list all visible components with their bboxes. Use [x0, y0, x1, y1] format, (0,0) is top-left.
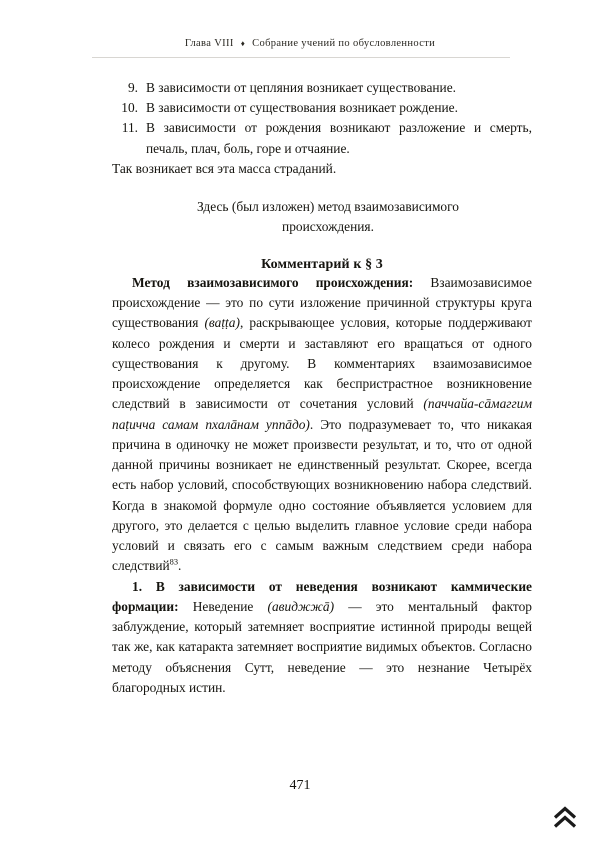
commentary-text-2b: — это ментальный фактор заблуждение, который затемняет восприятие истинной природы вещей так же, как катаракта затемняет восприятие видимых объектов. Согласно методу объяснения Сутт, неведение — это незнание Четырёх благородных истин.	[112, 598, 532, 695]
list-item-text: В зависимости от цепляния возникает существование.	[146, 80, 457, 95]
commentary-paragraph-1	[112, 273, 532, 577]
list-item-number: 11.	[121, 120, 138, 136]
pali-term-paccaya-samaggim: (паччайа-сāмаггим паṭичча самам пхалāнам уппāдо)	[112, 396, 532, 432]
running-head-separator-icon: ♦	[240, 39, 246, 49]
list-conclusion: Так возникает вся эта масса страданий.	[112, 160, 337, 176]
commentary-text-1a: Взаимозависимое происхождение — это по сути изложение причинной структуры круга существования	[112, 274, 532, 331]
running-head	[110, 38, 510, 49]
list-item-number: 9.	[127, 80, 138, 95]
closing-statement	[112, 197, 532, 238]
pali-term-avijja: (авиджжā)	[267, 598, 335, 614]
list-item-number: 10.	[121, 100, 138, 116]
closing-line-1: Здесь (был изложен) метод взаимозависимого	[197, 199, 459, 215]
commentary-text-1d: .	[178, 558, 182, 574]
list-item	[112, 78, 532, 98]
header-divider	[92, 57, 510, 58]
commentary-lead-2: 1. В зависимости от неведения возникают каммические формации:	[112, 578, 532, 614]
closing-line-2: происхождения.	[282, 219, 374, 235]
commentary-text-1c: . Это подразумевает то, что никакая причина в одиночку не может произвести результат, и то, что от одной данной причины возникает не единственный результат. Скорее, всегда есть набор условий, способствующих возникновению набора следствий. Когда в знакомой формуле одно состояние объявляется условием для другого, это делается с целью выделить главное условие среди набора условий и связать его с самым важным следствием среди набора следствий	[112, 416, 533, 574]
pali-term-vatta: (ваṭṭа)	[204, 315, 240, 331]
scroll-to-top-button[interactable]	[548, 802, 582, 836]
commentary-text-2a: Неведение	[178, 598, 268, 614]
footnote-marker-83[interactable]: 83	[169, 557, 179, 567]
numbered-list	[112, 78, 532, 159]
commentary-lead-1: Метод взаимозависимого происхождения:	[132, 274, 414, 290]
commentary-heading: Комментарий к § 3	[261, 256, 383, 272]
running-head-chapter: Глава VIII	[184, 38, 234, 49]
text-column	[112, 78, 532, 698]
commentary-paragraph-2	[112, 577, 532, 699]
running-head-title: Собрание учений по обусловленности	[252, 38, 436, 49]
list-item-text: В зависимости от существования возникает рождение.	[146, 100, 458, 116]
page-number: 471	[289, 778, 311, 793]
list-item	[112, 118, 532, 158]
list-item	[112, 98, 532, 118]
commentary-text-1b: , раскрывающее условия, которые поддерживают колесо рождения и смерти и заставляют его вращаться от одного существования к другому. В комментариях взаимозависимое происхождение определяется как беспристрастное возникновение следствий в зависимости от сочетания условий	[112, 315, 532, 412]
double-chevron-up-icon	[548, 802, 582, 836]
list-item-text: В зависимости от рождения возникают разложение и смерть, печаль, плач, боль, горе и отчаяние.	[146, 120, 532, 156]
